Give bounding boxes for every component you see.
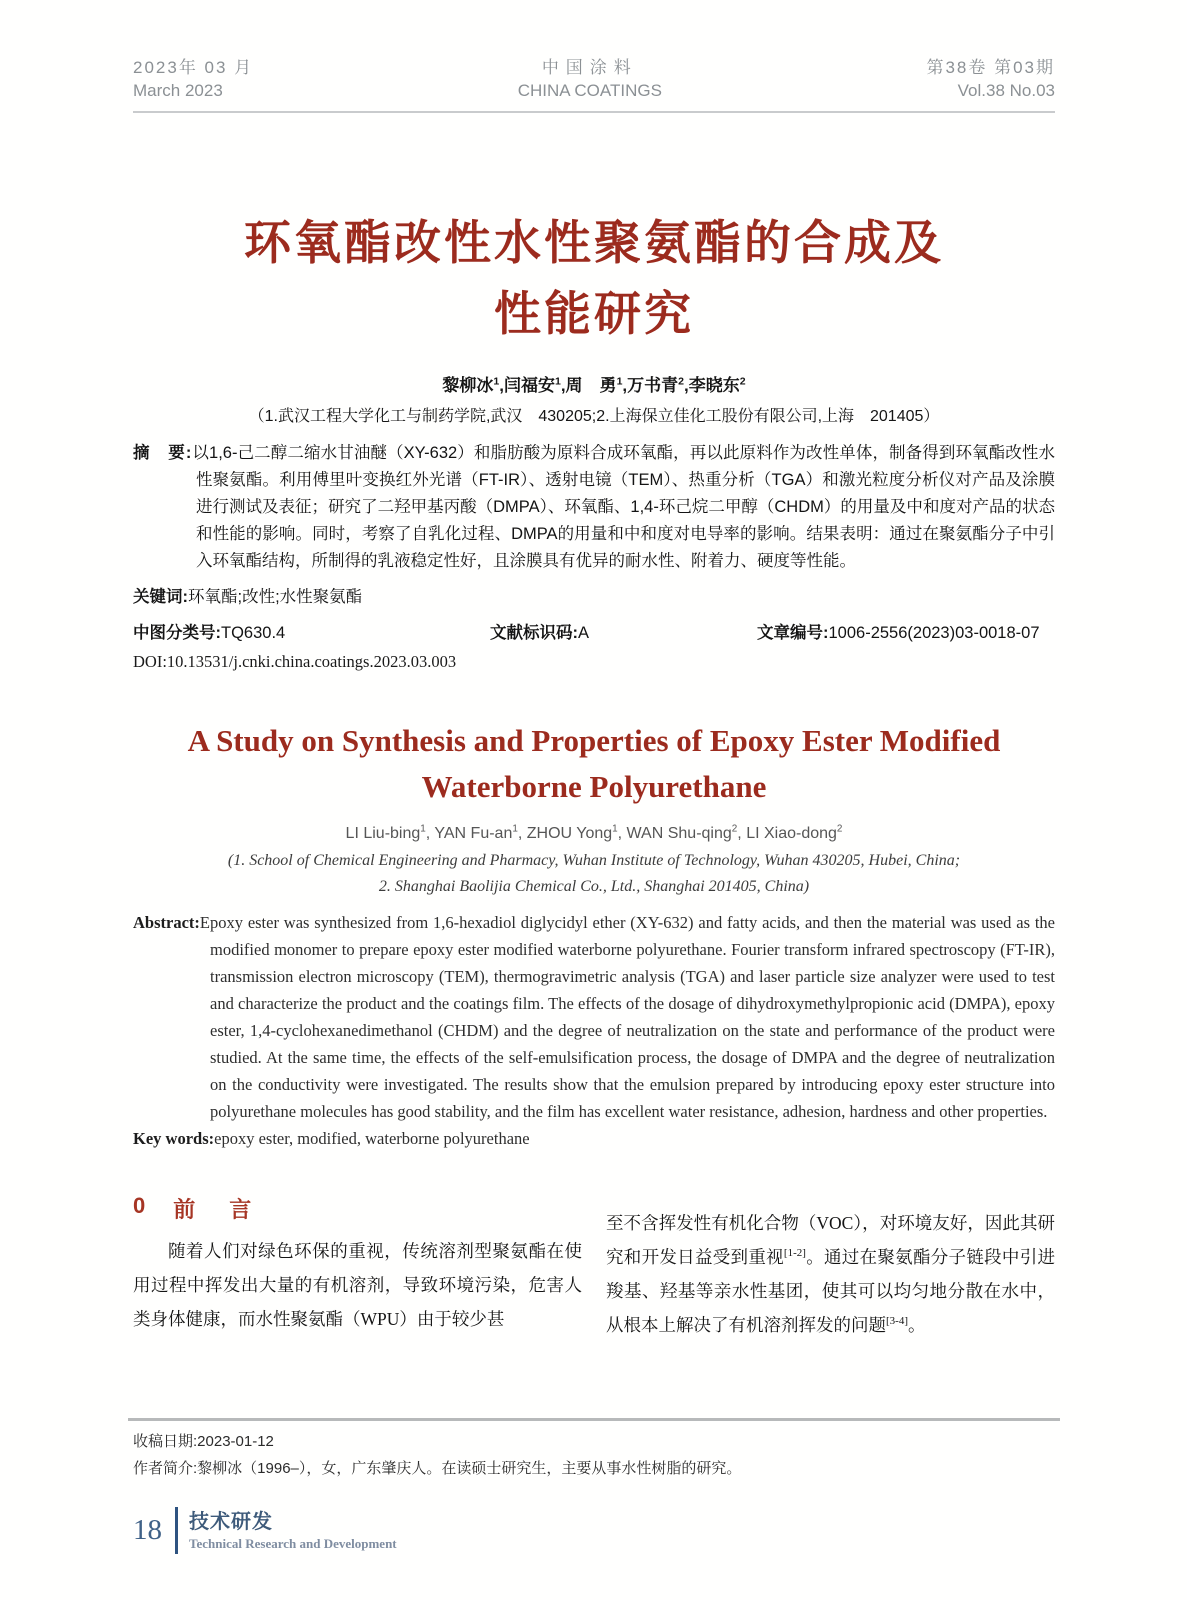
author-cn-name: ,周 勇 — [560, 376, 617, 395]
author-cn — [442, 376, 499, 395]
abstract-en-text: Epoxy ester was synthesized from 1,6-hexadiol diglycidyl ether (XY-632) and fatty acids, and then the material was used as the modified monomer to prepare epoxy ester modified waterborne polyurethane. Fourier transform infrared spectroscopy (FT-IR), transmission electron microscopy (TEM), thermogravimetric analysis (TGA) and laser particle size analyzer were used to test and characterize the product and the coatings film. The effects of the dosage of dihydroxymethylpropionic acid (DMPA), epoxy ester, 1,4-cyclohexanedimethanol (CHDM) and the degree of neutralization on the state and performance of the product were studied. At the same time, the effects of the self-emulsification process, the dosage of DMPA and the degree of neutralization on the conductivity were investigated. The results show that the emulsion prepared by introducing epoxy ester structure into polyurethane molecules has good stability, and the film has excellent water resistance, adhesion, hardness and other properties. — [199, 913, 1055, 1121]
author-en-name: , YAN Fu-an — [425, 825, 513, 842]
author-en-name: , LI Xiao-dong — [737, 825, 837, 842]
intro-paragraph-right — [606, 1206, 1055, 1342]
clc-number — [133, 619, 490, 643]
footnotes — [128, 1429, 1060, 1482]
document-code — [490, 619, 757, 643]
author-cn-affil-ref: 1 — [616, 375, 623, 388]
author-cn-name: 黎柳冰 — [442, 376, 494, 395]
author-cn-affil-ref: 2 — [739, 375, 746, 388]
journal-name-en: CHINA COATINGS — [517, 81, 662, 100]
abstract-en — [133, 909, 1055, 1125]
keywords-en-label: Key words: — [133, 1129, 215, 1148]
author-cn-affil-ref: 2 — [678, 375, 685, 388]
section-heading-introduction — [133, 1193, 582, 1224]
abstract-cn-label: 摘 要: — [133, 444, 193, 462]
author-en-name: , WAN Shu-qing — [617, 825, 732, 842]
author-en — [737, 825, 842, 842]
intro-segment-text: 。通过在聚氨酯分子链段中引进羧基、羟基等亲水性基团，使其可以均匀地分散在水中，从根本上解决了有机溶剂挥发的问题 — [606, 1247, 1056, 1335]
keywords-cn-label: 关键词: — [133, 588, 188, 606]
document-code-value: A — [578, 624, 590, 642]
author-cn — [622, 376, 684, 395]
header-date-en: March 2023 — [133, 81, 223, 100]
author-en-name: , ZHOU Yong — [517, 825, 613, 842]
author-cn — [561, 376, 623, 395]
author-en-affil-ref: 2 — [731, 823, 738, 835]
author-en — [618, 825, 738, 842]
intro-segment-text: 。 — [908, 1315, 926, 1335]
received-date-value: 2023-01-12 — [197, 1433, 274, 1450]
keywords-en — [133, 1129, 1055, 1149]
intro-left-column — [133, 1193, 582, 1342]
author-cn-name: ,万书青 — [622, 376, 679, 395]
author-cn-name: ,李晓东 — [684, 376, 740, 395]
article-title-cn-line2: 性能研究 — [494, 287, 694, 340]
keywords-cn-text: 环氧酯;改性;水性聚氨酯 — [188, 588, 363, 606]
author-en-affil-ref: 1 — [420, 823, 426, 835]
header-date-cn: 2023年 03 月 — [133, 58, 254, 77]
author-en — [346, 825, 426, 842]
header-issue-cn: 第38卷 第03期 — [926, 58, 1055, 77]
author-bio-note — [133, 1456, 1060, 1483]
footnote-divider — [128, 1418, 1060, 1421]
clc-value: TQ630.4 — [221, 624, 286, 642]
article-id-value: 1006-2556(2023)03-0018-07 — [828, 624, 1040, 642]
article-title-cn — [133, 207, 1055, 349]
footer-section-cn: 技术研发 — [189, 1510, 273, 1533]
affiliation-en-line1: (1. School of Chemical Engineering and Pharmacy, Wuhan Institute of Technology, Wuhan 430205, Hubei, China; — [227, 852, 961, 869]
page-bottom-block — [128, 1418, 1060, 1600]
author-en-name: LI Liu-bing — [345, 825, 421, 842]
author-cn-affil-ref: 1 — [493, 375, 500, 388]
document-code-label: 文献标识码: — [490, 624, 578, 642]
affiliation-cn: （1.武汉工程大学化工与制药学院,武汉 430205;2.上海保立佳化工股份有限公司,上海 201405） — [248, 408, 940, 425]
article-id-label: 文章编号: — [757, 624, 829, 642]
affiliation-en — [133, 848, 1055, 900]
page-footer — [133, 1507, 1060, 1554]
intro-right-column — [606, 1193, 1055, 1342]
section-number: 0 — [133, 1193, 146, 1218]
received-date-note — [133, 1429, 1060, 1456]
footer-section-titles — [189, 1509, 397, 1553]
intro-segment-text: 至不含挥发性有机化合物（VOC），对环境友好，因此其研究和开发日益受到重视 — [606, 1213, 1055, 1267]
article-title-en-line2: Waterborne Polyurethane — [421, 769, 767, 804]
article-meta-row — [133, 619, 1055, 643]
authors-en — [133, 825, 1055, 843]
intro-paragraph-left: 随着人们对绿色环保的重视，传统溶剂型聚氨酯在使用过程中挥发出大量的有机溶剂，导致环境污染，危害人类身体健康，而水性聚氨酯（WPU）由于较少甚 — [133, 1241, 582, 1329]
author-en-affil-ref: 1 — [512, 823, 518, 835]
page-number: 18 — [133, 1514, 162, 1546]
footer-section-en: Technical Research and Development — [189, 1535, 397, 1551]
header-issue — [926, 56, 1055, 102]
citation-ref: [3-4] — [886, 1315, 908, 1328]
article-title-cn-line1: 环氧酯改性水性聚氨酯的合成及 — [244, 216, 944, 269]
affiliation-en-line2: 2. Shanghai Baolijia Chemical Co., Ltd., Shanghai 201405, China) — [378, 878, 810, 895]
footer-divider-bar — [175, 1507, 178, 1554]
intro-text-segment — [908, 1315, 926, 1335]
author-en-affil-ref: 1 — [612, 823, 618, 835]
abstract-en-label: Abstract: — [133, 913, 200, 932]
citation-ref: [1-2] — [783, 1247, 806, 1260]
header-date — [133, 56, 253, 102]
keywords-en-text: epoxy ester, modified, waterborne polyurethane — [214, 1129, 530, 1148]
author-cn — [499, 376, 561, 395]
article-id — [757, 619, 1055, 643]
received-date-label: 收稿日期: — [133, 1433, 198, 1450]
journal-name-cn: 中国涂料 — [541, 58, 638, 77]
abstract-cn-text: 以1,6-己二醇二缩水甘油醚（XY-632）和脂肪酸为原料合成环氧酯，再以此原料作为改性单体，制备得到环氧酯改性水性聚氨酯。利用傅里叶变换红外光谱（FT-IR）、透射电镜（TEM）、热重分析（TGA）和激光粒度分析仪对产品及涂膜进行测试及表征；研究了二羟甲基丙酸（DMPA）、环氧酯、1,4-环己烷二甲醇（CHDM）的用量及中和度对产品的状态和性能的影响。同时，考察了自乳化过程、DMPA的用量和中和度对电导率的影响。结果表明：通过在聚氨酯分子中引入环氧酯结构，所制得的乳液稳定性好，且涂膜具有优异的耐水性、附着力、硬度等性能。 — [192, 444, 1056, 570]
article-title-en-line1: A Study on Synthesis and Properties of Epoxy Ester Modified — [187, 723, 1001, 758]
article-title-en — [133, 718, 1055, 810]
abstract-cn — [133, 440, 1055, 575]
section-title: 前 言 — [173, 1197, 258, 1222]
doi: DOI:10.13531/j.cnki.china.coatings.2023.03.003 — [133, 652, 457, 671]
journal-header — [133, 0, 1055, 113]
author-bio-value: 黎柳冰（1996–），女，广东肇庆人。在读硕士研究生，主要从事水性树脂的研究。 — [197, 1459, 742, 1477]
author-cn — [684, 376, 746, 395]
author-cn-name: ,闫福安 — [499, 376, 555, 395]
header-journal-name — [518, 56, 662, 102]
author-en-affil-ref: 2 — [836, 823, 843, 835]
author-en — [426, 825, 518, 842]
header-issue-en: Vol.38 No.03 — [957, 81, 1055, 100]
author-cn-affil-ref: 1 — [554, 375, 561, 388]
author-en — [518, 825, 618, 842]
clc-label: 中图分类号: — [133, 624, 221, 642]
keywords-cn — [133, 583, 1055, 607]
author-bio-label: 作者简介: — [133, 1459, 198, 1477]
intro-section — [133, 1193, 1055, 1342]
authors-cn — [133, 371, 1055, 396]
